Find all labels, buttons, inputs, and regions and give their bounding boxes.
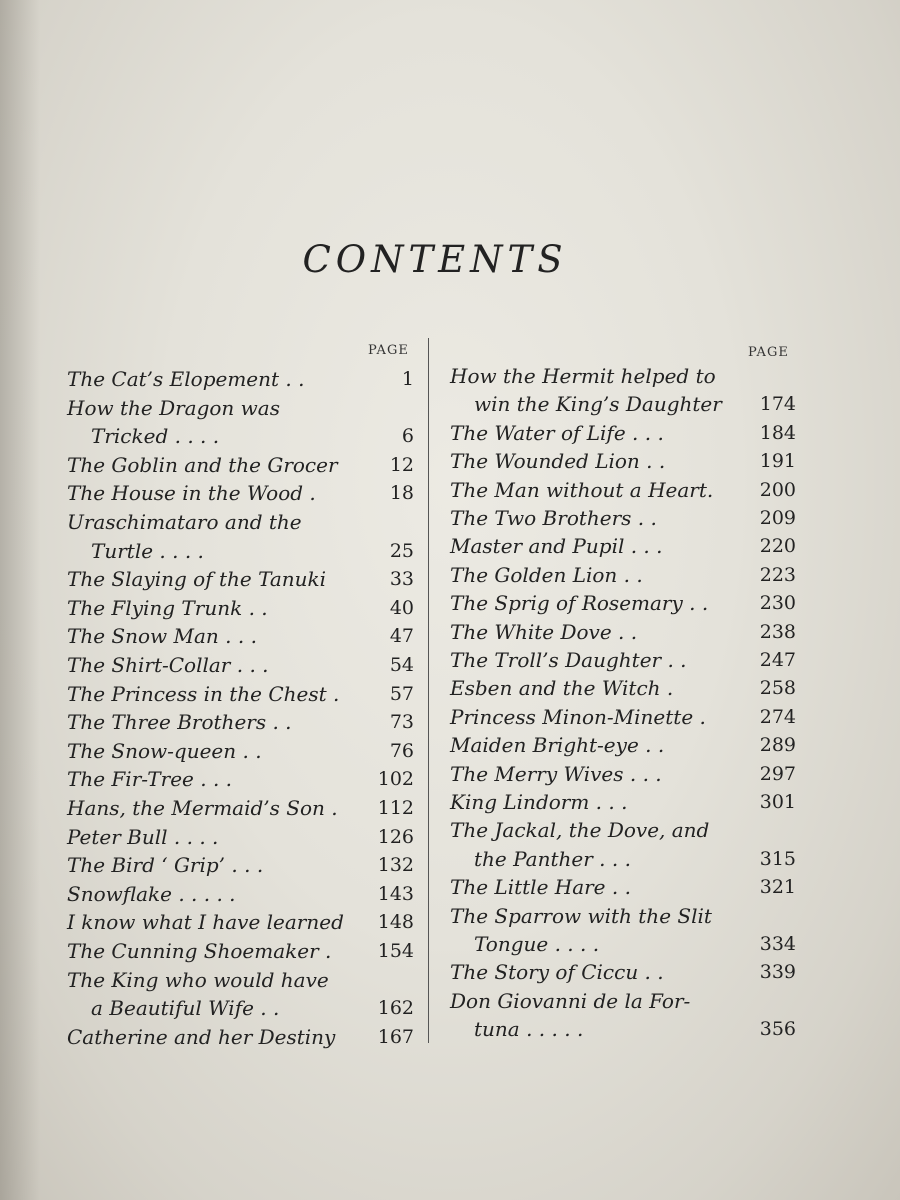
left-page-label: PAGE xyxy=(368,343,409,358)
toc-page-number: 73 xyxy=(389,711,414,734)
toc-page-number: 6 xyxy=(401,425,414,448)
toc-entry-line: The Slaying of the Tanuki xyxy=(67,567,327,592)
toc-entry-line: The White Dove . . xyxy=(450,619,638,644)
toc-page-number: 18 xyxy=(389,482,414,505)
page-title: CONTENTS xyxy=(302,238,568,281)
toc-entry-line: The Jackal, the Dove, and xyxy=(450,818,710,843)
toc-entry-line: The Snow Man . . . xyxy=(67,624,257,649)
toc-entry-line: The Bird ‘ Grip’ . . . xyxy=(67,853,264,878)
toc-entry-line: Tricked . . . . xyxy=(91,424,220,449)
toc-entry-line: Peter Bull . . . . xyxy=(67,824,219,849)
toc-page-number: 258 xyxy=(759,677,796,700)
toc-entry-line: The Little Hare . . xyxy=(450,875,631,900)
toc-entry-line: The Water of Life . . . xyxy=(450,420,664,445)
toc-entry-line: I know what I have learned xyxy=(67,910,344,935)
toc-entry-line: The Fir-Tree . . . xyxy=(67,767,233,792)
toc-page-number: 25 xyxy=(389,539,414,562)
toc-page-number: 334 xyxy=(759,933,796,955)
toc-entry-line: Princess Minon-Minette . xyxy=(450,704,706,729)
toc-page-number: 1 xyxy=(401,368,414,390)
toc-page-number: 209 xyxy=(759,507,796,529)
toc-entry-line: How the Dragon was xyxy=(67,395,280,420)
toc-entry-line: The Princess in the Chest . xyxy=(67,681,340,706)
toc-entry-line: The Cat’s Elopement . . xyxy=(67,367,305,391)
toc-page-number: 112 xyxy=(377,797,414,819)
toc-entry-line: The Troll’s Daughter . . xyxy=(450,648,687,672)
toc-page-number: 174 xyxy=(759,393,796,416)
toc-entry-line: The Sprig of Rosemary . . xyxy=(450,591,709,616)
toc-entry-line: The Three Brothers . . xyxy=(67,710,292,735)
toc-entry-line: How the Hermit helped to xyxy=(450,364,716,388)
toc-entry-line: The Two Brothers . . xyxy=(450,506,657,530)
toc-page-number: 238 xyxy=(759,620,796,643)
toc-entry-line: Maiden Bright-eye . . xyxy=(450,733,665,758)
toc-page-number: 200 xyxy=(759,478,796,501)
toc-page-number: 301 xyxy=(759,791,796,813)
right-page-label: PAGE xyxy=(748,345,789,360)
toc-page-number: 132 xyxy=(377,854,414,877)
toc-page-number: 247 xyxy=(759,649,796,671)
toc-entry-line: The Merry Wives . . . xyxy=(450,761,662,786)
toc-page-number: 33 xyxy=(389,568,414,591)
toc-page-number: 356 xyxy=(759,1018,796,1041)
toc-entry-line: The King who would have xyxy=(67,967,329,992)
toc-page-number: 154 xyxy=(377,940,414,962)
toc-page-number: 339 xyxy=(759,961,796,984)
toc-page-number: 143 xyxy=(377,882,414,905)
toc-entry-line: Tongue . . . . xyxy=(474,932,600,956)
toc-page-number: 274 xyxy=(759,705,796,728)
column-divider xyxy=(428,338,429,1043)
toc-page-number: 230 xyxy=(759,592,796,615)
toc-page-number: 76 xyxy=(389,739,414,762)
toc-entry-line: Snowflake . . . . . xyxy=(67,881,236,906)
toc-page-number: 148 xyxy=(377,911,414,934)
toc-entry-line: The Wounded Lion . . xyxy=(450,449,666,474)
toc-page-number: 47 xyxy=(389,625,414,648)
toc-page-number: 315 xyxy=(759,847,796,870)
toc-page-number: 184 xyxy=(759,421,796,444)
toc-page-number: 191 xyxy=(759,450,796,473)
toc-page-number: 102 xyxy=(377,768,414,791)
toc-entry-line: a Beautiful Wife . . xyxy=(91,996,280,1021)
toc-entry-line: Master and Pupil . . . xyxy=(450,534,663,559)
toc-page-number: 57 xyxy=(389,682,414,705)
toc-entry-line: the Panther . . . xyxy=(474,846,631,871)
toc-entry-line: Turtle . . . . xyxy=(91,538,204,563)
toc-entry-line: The Cunning Shoemaker . xyxy=(67,939,332,963)
toc-entry-line: The Goblin and the Grocer xyxy=(67,452,338,477)
toc-page-number: 12 xyxy=(389,453,414,476)
toc-entry-line: The Snow-queen . . xyxy=(67,738,262,763)
toc-page-number: 126 xyxy=(377,825,414,848)
toc-page-number: 223 xyxy=(759,563,796,586)
toc-page-number: 162 xyxy=(377,997,414,1020)
toc-entry-line: The Flying Trunk . . xyxy=(67,595,268,620)
toc-entry-line: The Story of Ciccu . . xyxy=(450,960,664,985)
toc-entry-line: The House in the Wood . xyxy=(67,481,316,506)
toc-entry-line: The Sparrow with the Slit xyxy=(450,903,712,928)
toc-entry-line: The Shirt-Collar . . . xyxy=(67,653,269,677)
toc-entry-line: win the King’s Daughter xyxy=(474,392,722,417)
page-edge-shadow xyxy=(0,0,40,1200)
toc-entry-line: Esben and the Witch . xyxy=(450,676,674,701)
toc-entry-line: tuna . . . . . xyxy=(474,1017,584,1042)
toc-entry-line: Hans, the Mermaid’s Son . xyxy=(67,796,338,820)
toc-page-number: 297 xyxy=(759,762,796,785)
toc-entry-line: Catherine and her Destiny xyxy=(67,1024,336,1049)
toc-page-number: 321 xyxy=(759,876,796,899)
toc-entry-line: The Man without a Heart. xyxy=(450,477,714,502)
toc-entry-line: King Lindorm . . . xyxy=(450,790,628,814)
toc-entry-line: Don Giovanni de la For- xyxy=(450,988,691,1013)
toc-entry-line: The Golden Lion . . xyxy=(450,562,643,587)
toc-page-number: 289 xyxy=(759,734,796,757)
toc-entry-line: Uraschimataro and the xyxy=(67,510,302,534)
toc-page-number: 40 xyxy=(389,596,414,619)
toc-page-number: 220 xyxy=(759,535,796,558)
toc-page-number: 167 xyxy=(377,1025,414,1048)
toc-page-number: 54 xyxy=(389,654,414,676)
